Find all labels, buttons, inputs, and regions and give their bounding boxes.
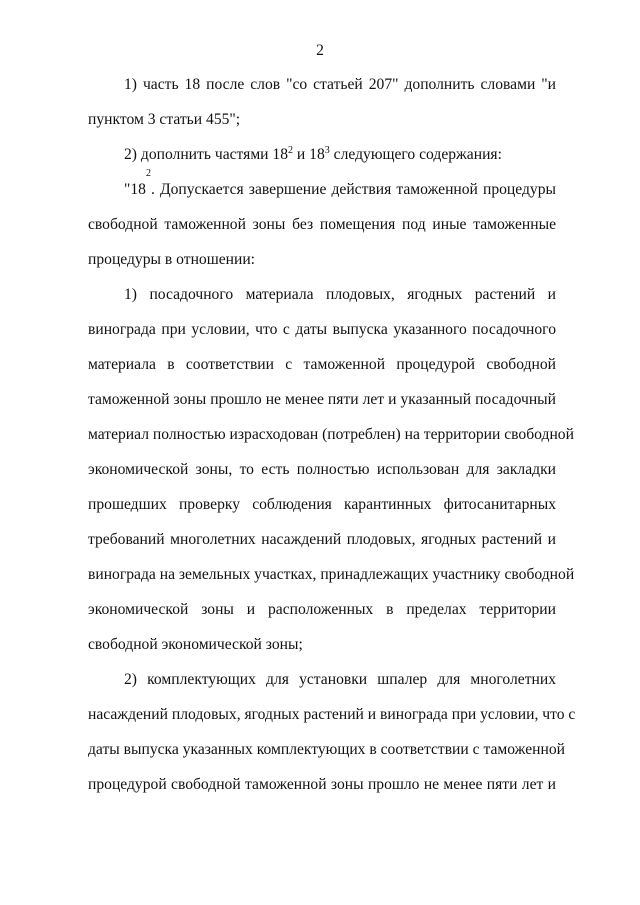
superscript: 2 <box>145 168 151 179</box>
text-line: экономической зоны, то есть полностью использован для закладки <box>88 461 556 478</box>
text-fragment: . Допускается завершение действия таможенной процедуры <box>150 181 556 198</box>
text-line: 1) посадочного материала плодовых, ягодных растений и <box>124 286 556 303</box>
text-fragment: "18 <box>124 181 146 198</box>
text-line: 1) часть 18 после слов "со статьей 207" дополнить словами "и <box>124 76 556 93</box>
text-line: свободной экономической зоны; <box>88 636 303 653</box>
text-line: насаждений плодовых, ягодных растений и винограда при условии, что с <box>88 706 576 723</box>
text-line: материал полностью израсходован (потреблен) на территории свободной <box>88 426 574 443</box>
text-fragment: и 18 <box>293 146 325 163</box>
page-number: 2 <box>316 42 324 59</box>
text-line: материала в соответствии с таможенной процедурой свободной <box>88 356 556 373</box>
text-line: свободной таможенной зоны без помещения под иные таможенные <box>88 216 556 233</box>
text-line: процедуры в отношении: <box>88 251 256 268</box>
text-fragment: следующего содержания: <box>329 146 502 163</box>
text-line <box>124 145 556 165</box>
text-line: таможенной зоны прошло не менее пяти лет и указанный посадочный <box>88 391 556 408</box>
text-line: экономической зоны и расположенных в пределах территории <box>88 601 556 618</box>
superscript: 2 <box>288 145 294 156</box>
text-line: пунктом 3 статьи 455"; <box>88 111 241 128</box>
superscript: 3 <box>324 145 330 156</box>
text-line: прошедших проверку соблюдения карантинных фитосанитарных <box>88 496 556 513</box>
text-line <box>124 168 556 200</box>
text-line: винограда при условии, что с даты выпуска указанного посадочного <box>88 321 556 338</box>
text-line: процедурой свободной таможенной зоны прошло не менее пяти лет и <box>88 776 556 793</box>
text-line: винограда на земельных участках, принадлежащих участнику свободной <box>88 566 575 583</box>
text-line: 2) комплектующих для установки шпалер для многолетних <box>124 671 556 688</box>
text-line: требований многолетних насаждений плодовых, ягодных растений и <box>88 531 556 548</box>
text-fragment: 2) дополнить частями 18 <box>124 146 289 163</box>
text-line: даты выпуска указанных комплектующих в соответствии с таможенной <box>88 741 565 758</box>
